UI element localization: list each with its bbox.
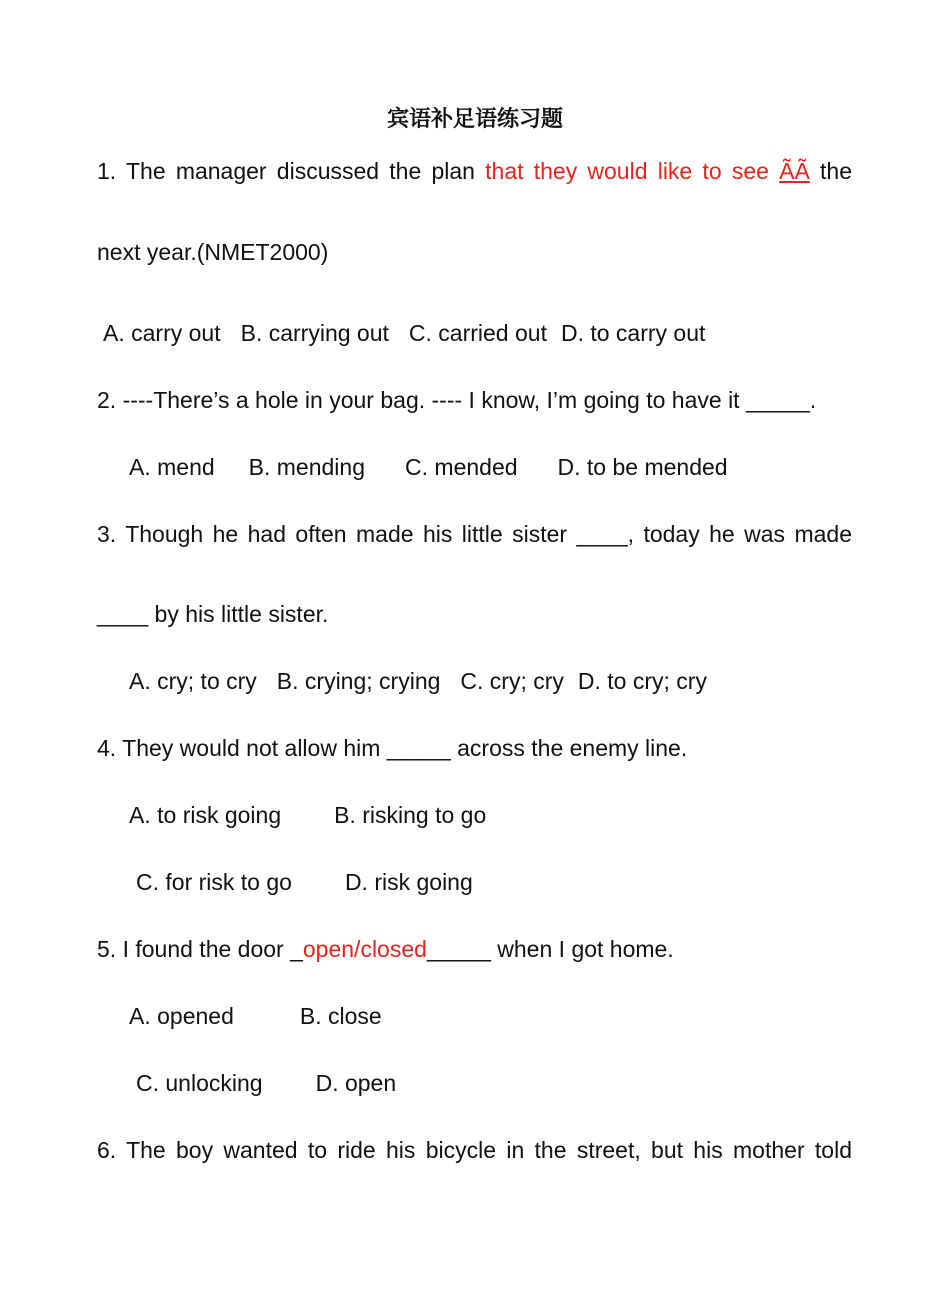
option-5d: D. open <box>315 1070 397 1096</box>
question-1-answer: that they would like to see <box>485 158 769 184</box>
question-3: 3. Though he had often made his little sister ____, today he was made <box>97 521 852 547</box>
option-4a: A. to risk going <box>129 802 282 828</box>
question-5-suffix: _____ when I got home. <box>426 936 674 962</box>
option-4c: C. for risk to go <box>136 869 292 895</box>
question-1-options <box>103 319 705 347</box>
option-4b: B. risking to go <box>334 802 487 828</box>
question-4: 4. They would not allow him _____ across the enemy line. <box>97 735 688 761</box>
question-5-options-row-2 <box>136 1069 396 1097</box>
option-2a: A. mend <box>129 454 215 480</box>
option-2b: B. mending <box>248 454 366 480</box>
question-4-options-row-1 <box>129 801 486 829</box>
option-1d: D. to carry out <box>560 320 706 346</box>
option-5b: B. close <box>299 1003 382 1029</box>
option-3b: B. crying; crying <box>276 668 441 694</box>
question-3-continuation: ____ by his little sister. <box>97 601 329 627</box>
question-1-mark: ÃÃ <box>779 158 810 184</box>
option-1b: B. carrying out <box>240 320 389 346</box>
question-2-options <box>129 453 728 481</box>
question-5 <box>97 935 674 963</box>
option-3d: D. to cry; cry <box>577 668 707 694</box>
option-2d: D. to be mended <box>557 454 728 480</box>
question-6: 6. The boy wanted to ride his bicycle in the street, but his mother told <box>97 1137 852 1163</box>
option-2c: C. mended <box>405 454 518 480</box>
question-1 <box>97 157 852 185</box>
question-5-answer: open/closed <box>302 936 427 962</box>
question-3-options <box>129 667 707 695</box>
question-5-options-row-1 <box>129 1002 382 1030</box>
page-title: 宾语补足语练习题 <box>386 106 563 132</box>
option-5c: C. unlocking <box>136 1070 263 1096</box>
question-5-prefix: 5. I found the door _ <box>97 936 303 962</box>
question-1-continuation: next year.(NMET2000) <box>97 239 329 265</box>
question-1-suffix: the <box>820 158 853 184</box>
question-1-prefix: 1. The manager discussed the plan <box>97 158 486 184</box>
question-4-options-row-2 <box>136 868 473 896</box>
option-1c: C. carried out <box>408 320 547 346</box>
option-5a: A. opened <box>129 1003 234 1029</box>
option-1a: A. carry out <box>103 320 221 346</box>
question-2: 2. ----There’s a hole in your bag. ---- I know, I’m going to have it _____. <box>97 387 817 413</box>
option-3c: C. cry; cry <box>460 668 564 694</box>
option-3a: A. cry; to cry <box>129 668 257 694</box>
option-4d: D. risk going <box>344 869 473 895</box>
